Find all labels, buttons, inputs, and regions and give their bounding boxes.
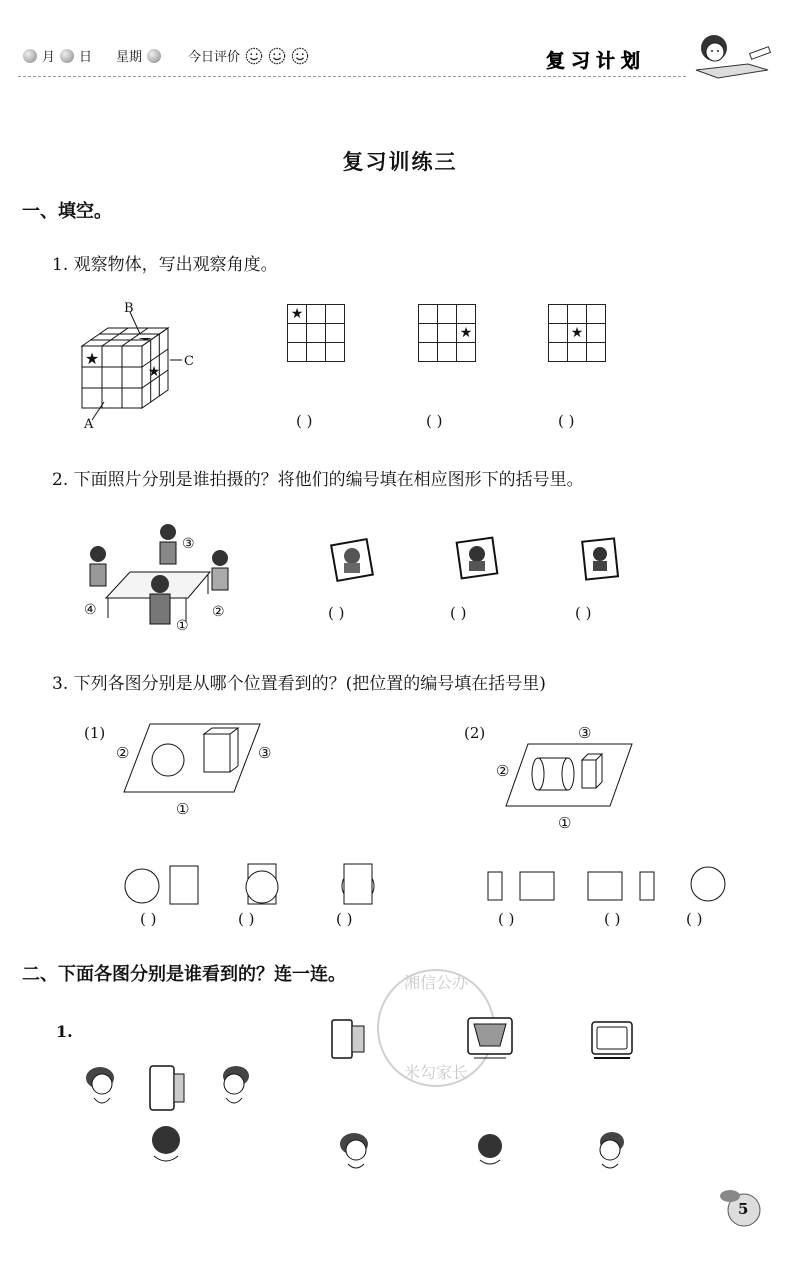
q4-label: 1.: [56, 1022, 73, 1041]
q1-answer-1[interactable]: ( ): [296, 412, 313, 430]
q3-1-answer-2[interactable]: ( ): [238, 910, 255, 928]
girl-head-icon: [334, 1128, 374, 1172]
photo-frame-2: [453, 534, 501, 582]
pos-2: ②: [116, 744, 130, 762]
week-label: 星期: [116, 50, 143, 65]
tv-side-icon: [150, 1066, 184, 1110]
photo-frame-1: [328, 536, 376, 584]
section1-heading: 一、填空。: [22, 201, 112, 222]
stamp-bottom-text: 米勾家长: [403, 1063, 469, 1082]
q2-answer-3[interactable]: ( ): [575, 604, 592, 622]
q3-views-2: [484, 860, 734, 910]
q3-scene-1: [82, 720, 292, 820]
pos-1: ①: [176, 800, 190, 818]
page-number: 5: [738, 1200, 749, 1218]
smiley-icon: [268, 47, 286, 65]
label-a: A: [84, 417, 94, 432]
day-circle: [60, 49, 74, 63]
page-title: 复习训练三: [342, 149, 458, 174]
label-c: C: [184, 354, 194, 369]
label-b: B: [124, 301, 134, 316]
tv-kids-scene: [78, 1060, 258, 1168]
boy-back-head-icon: [472, 1130, 508, 1170]
q3-text: 3. 下列各图分别是从哪个位置看到的？(把位置的编号填在括号里): [52, 674, 546, 694]
part1-label: (1): [84, 724, 106, 742]
pos-3: ③: [258, 744, 272, 762]
day-label: 日: [79, 50, 93, 65]
girl-side-icon: [86, 1067, 114, 1103]
q2-answer-1[interactable]: ( ): [328, 604, 345, 622]
date-rating-bar: [20, 46, 309, 65]
q3-2-answer-1[interactable]: ( ): [498, 910, 515, 928]
week-circle: [147, 49, 161, 63]
q3-1-answer-1[interactable]: ( ): [140, 910, 157, 928]
q3-1-answer-3[interactable]: ( ): [336, 910, 353, 928]
month-label: 月: [42, 50, 56, 65]
view-grid-3: ★: [548, 304, 606, 362]
q1-answer-2[interactable]: ( ): [426, 412, 443, 430]
q1-answer-3[interactable]: ( ): [558, 412, 575, 430]
pos-1: ①: [176, 618, 189, 634]
view-grid-2: ★: [418, 304, 476, 362]
svg-text:★: ★: [84, 349, 100, 368]
boy-back-icon: [152, 1126, 180, 1161]
q2-answer-2[interactable]: ( ): [450, 604, 467, 622]
section2-heading: 二、下面各图分别是谁看到的？连一连。: [22, 964, 346, 985]
q1-text: 1. 观察物体，写出观察角度。: [52, 255, 278, 275]
stamp-top-text: 湘信公办: [403, 973, 469, 992]
boy-head-icon: [594, 1128, 630, 1172]
photo-frame-3: [576, 534, 624, 582]
month-circle: [23, 49, 37, 63]
tv-view-side-icon: [328, 1016, 368, 1062]
q3-scene-2: [462, 720, 642, 836]
q2-text: 2. 下面照片分别是谁拍摄的？将他们的编号填在相应图形下的括号里。: [52, 470, 584, 490]
table-scene-figure: [78, 518, 248, 638]
view-grid-1: ★: [287, 304, 345, 362]
q3-views-1: [120, 860, 380, 910]
cube-figure: [78, 298, 208, 432]
tv-view-back-icon: [464, 1014, 516, 1062]
pos-2: ②: [212, 604, 225, 620]
smiley-icon: [291, 47, 309, 65]
pos-1: ①: [558, 814, 572, 832]
q3-2-answer-2[interactable]: ( ): [604, 910, 621, 928]
review-plan-banner: 复习计划: [546, 50, 647, 72]
pos-3: ③: [182, 536, 195, 552]
boy-side-icon: [223, 1066, 249, 1103]
part2-label: (2): [464, 724, 486, 742]
svg-text:★: ★: [147, 364, 161, 380]
smiley-icon: [245, 47, 263, 65]
pos-4: ④: [84, 602, 97, 618]
pos-3: ③: [578, 724, 592, 742]
reading-girl-icon: [688, 30, 778, 82]
header-divider: [18, 76, 686, 77]
tv-view-front-icon: [588, 1018, 636, 1062]
pos-2: ②: [496, 762, 510, 780]
rating-label: 今日评价: [188, 50, 241, 65]
q3-2-answer-3[interactable]: ( ): [686, 910, 703, 928]
